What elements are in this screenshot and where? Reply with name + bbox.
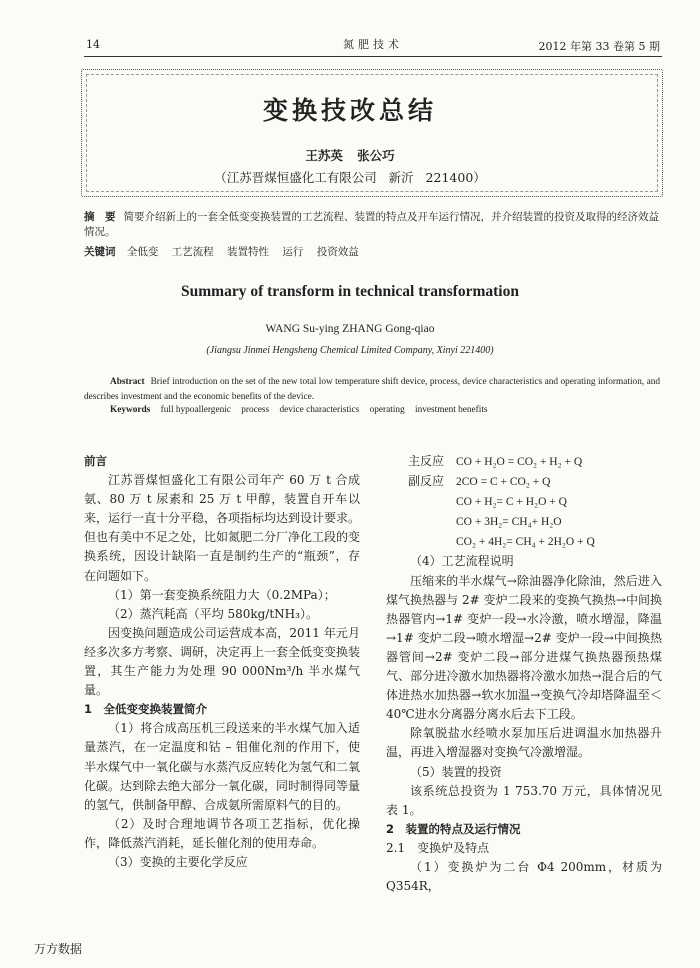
- paragraph: 压缩来的半水煤气→除油器净化除油，然后进入煤气换热器与 2# 变炉二段来的变换气换热→中间换热器管内→1# 变炉一段→水冷激，喷水增湿，降温→1# 变炉二段→喷水增湿→2# 变炉一段→中间换热器管间→2# 变炉二段→部分进煤气换热器预热煤气、部分进冷激水加热器将冷激水加热→混合后的气体进热水加热器→软水加温→变换气冷却塔降温至＜40℃进水分离器分离水后去下工段。: [386, 573, 662, 722]
- section-heading: 前言: [84, 454, 107, 468]
- abstract-en-label: Abstract: [110, 377, 145, 387]
- abstract-en-text: Brief introduction on the set of the new total low temperature shift device, process, device characteristics and operating information, and describes investment and the economic benefits of the device.: [84, 377, 660, 402]
- equation-text: CO₂ + 4H₂= CH₄ + 2H₂O + Q: [456, 536, 595, 549]
- paragraph: （1）第一套变换系统阻力大（0.2MPa）；: [108, 587, 336, 602]
- subsection-heading: 2.1 变换炉及特点: [386, 840, 490, 855]
- equation-text: CO + 3H₂= CH₄+ H₂O: [456, 516, 562, 529]
- affiliation-english: (Jiangsu Jinmei Hengsheng Chemical Limited Company, Xinyi 221400): [206, 345, 494, 356]
- paragraph: （2）蒸汽耗高（平均 580kg/tNH₃）。: [108, 606, 318, 621]
- keyword: 装置特性: [227, 246, 270, 258]
- keyword-en: operating: [369, 405, 405, 415]
- keywords-en-label: Keywords: [110, 405, 151, 415]
- abstract-english: [84, 375, 660, 404]
- keyword-en: device characteristics: [279, 405, 360, 415]
- keyword: 运行: [282, 246, 304, 258]
- authors-english: WANG Su-ying ZHANG Gong-qiao: [265, 323, 435, 335]
- paragraph: （4）工艺流程说明: [410, 554, 514, 569]
- title-chinese: 变换技改总结: [262, 96, 437, 125]
- equation-text: 2CO = C + CO₂ + Q: [456, 476, 551, 489]
- running-header: [86, 36, 660, 54]
- affiliation-chinese: （江苏晋煤恒盛化工有限公司 新沂 221400）: [214, 170, 486, 185]
- keyword-en: process: [241, 405, 270, 415]
- equation-label: 副反应: [408, 474, 445, 489]
- abstract-text: 简要介绍新上的一套全低变变换装置的工艺流程、装置的特点及开车运行情况，并介绍装置的投资及取得的经济效益情况。: [84, 211, 659, 238]
- paragraph: 江苏晋煤恒盛化工有限公司年产 60 万 t 合成氨、80 万 t 尿素和 25 万 t 甲醇，装置自开车以来，运行一直十分平稳，各项指标均达到设计要求。但也有美中不足之处，比如氮肥二分厂净化工段的变换系统，因设计缺陷一直是制约生产的“瓶颈”，存在问题如下。: [84, 473, 361, 583]
- section-heading: 2 装置的特点及运行情况: [386, 821, 521, 836]
- authors-chinese: 王苏英 张公巧: [305, 148, 395, 163]
- paragraph: （1）变换炉为二台 Φ4 200mm，材质为 Q354R，: [386, 859, 662, 894]
- paragraph: 该系统总投资为 1 753.70 万元，具体情况见表 1。: [386, 783, 662, 817]
- keyword: 工艺流程: [171, 246, 214, 258]
- equation-text: CO + H₂= C + H₂O + Q: [456, 496, 567, 509]
- keyword: 全低变: [126, 246, 159, 258]
- equation: [386, 512, 662, 532]
- paragraph: （2）及时合理地调节各项工艺指标，优化操作，降低蒸汽消耗，延长催化剂的使用寿命。: [84, 816, 360, 850]
- body-column-right: [386, 452, 662, 896]
- paragraph: （1）将合成高压机三段送来的半水煤气加入适量蒸汽，在一定温度和钴 – 钼催化剂的作用下，使半水煤气中一氧化碳与水蒸汽反应转化为氢气和二氧化碳。达到除去绝大部分一氧化碳，同时制得同等量的氢气，供制备甲醇、合成氨所需原料气的目的。: [84, 721, 361, 812]
- journal-name: 氮肥技术: [343, 38, 403, 51]
- abstract-label: 摘 要: [84, 211, 116, 223]
- equation: [386, 472, 662, 492]
- paragraph: （5）装置的投资: [410, 764, 502, 779]
- keywords-chinese: [84, 244, 660, 259]
- keywords-label: 关键词: [84, 246, 116, 258]
- keyword: 投资效益: [316, 246, 359, 258]
- equation-label: 主反应: [408, 454, 445, 468]
- footer-watermark: 万方数据: [34, 942, 83, 956]
- equation: [386, 532, 662, 552]
- title-english: Summary of transform in technical transformation: [181, 283, 519, 300]
- equation-text: CO + H₂O = CO₂ + H₂ + Q: [456, 456, 583, 468]
- keyword-en: full hypoallergenic: [160, 405, 231, 415]
- paragraph: 除氧脱盐水经喷水泵加压后进调温水加热器升温，再进入增湿器对变换气冷激增湿。: [386, 726, 662, 760]
- paragraph: 因变换问题造成公司运营成本高，2011 年元月经多次多方考察、调研，决定再上一套全低变变换装置，其生产能力为处理 90 000Nm³/h 半水煤气量。: [84, 625, 361, 698]
- issue-info: 2012 年第 33 卷第 5 期: [538, 40, 660, 53]
- equation: [386, 492, 662, 512]
- body-column-left: [84, 452, 360, 872]
- header-rule: [84, 56, 662, 57]
- paragraph: （3）变换的主要化学反应: [108, 854, 248, 869]
- equation: [386, 452, 662, 472]
- section-heading: 1 全低变变换装置简介: [84, 702, 208, 717]
- keyword-en: investment benefits: [415, 405, 488, 415]
- keywords-english: [110, 405, 660, 415]
- page-number: 14: [86, 38, 100, 51]
- abstract-chinese: [84, 210, 660, 240]
